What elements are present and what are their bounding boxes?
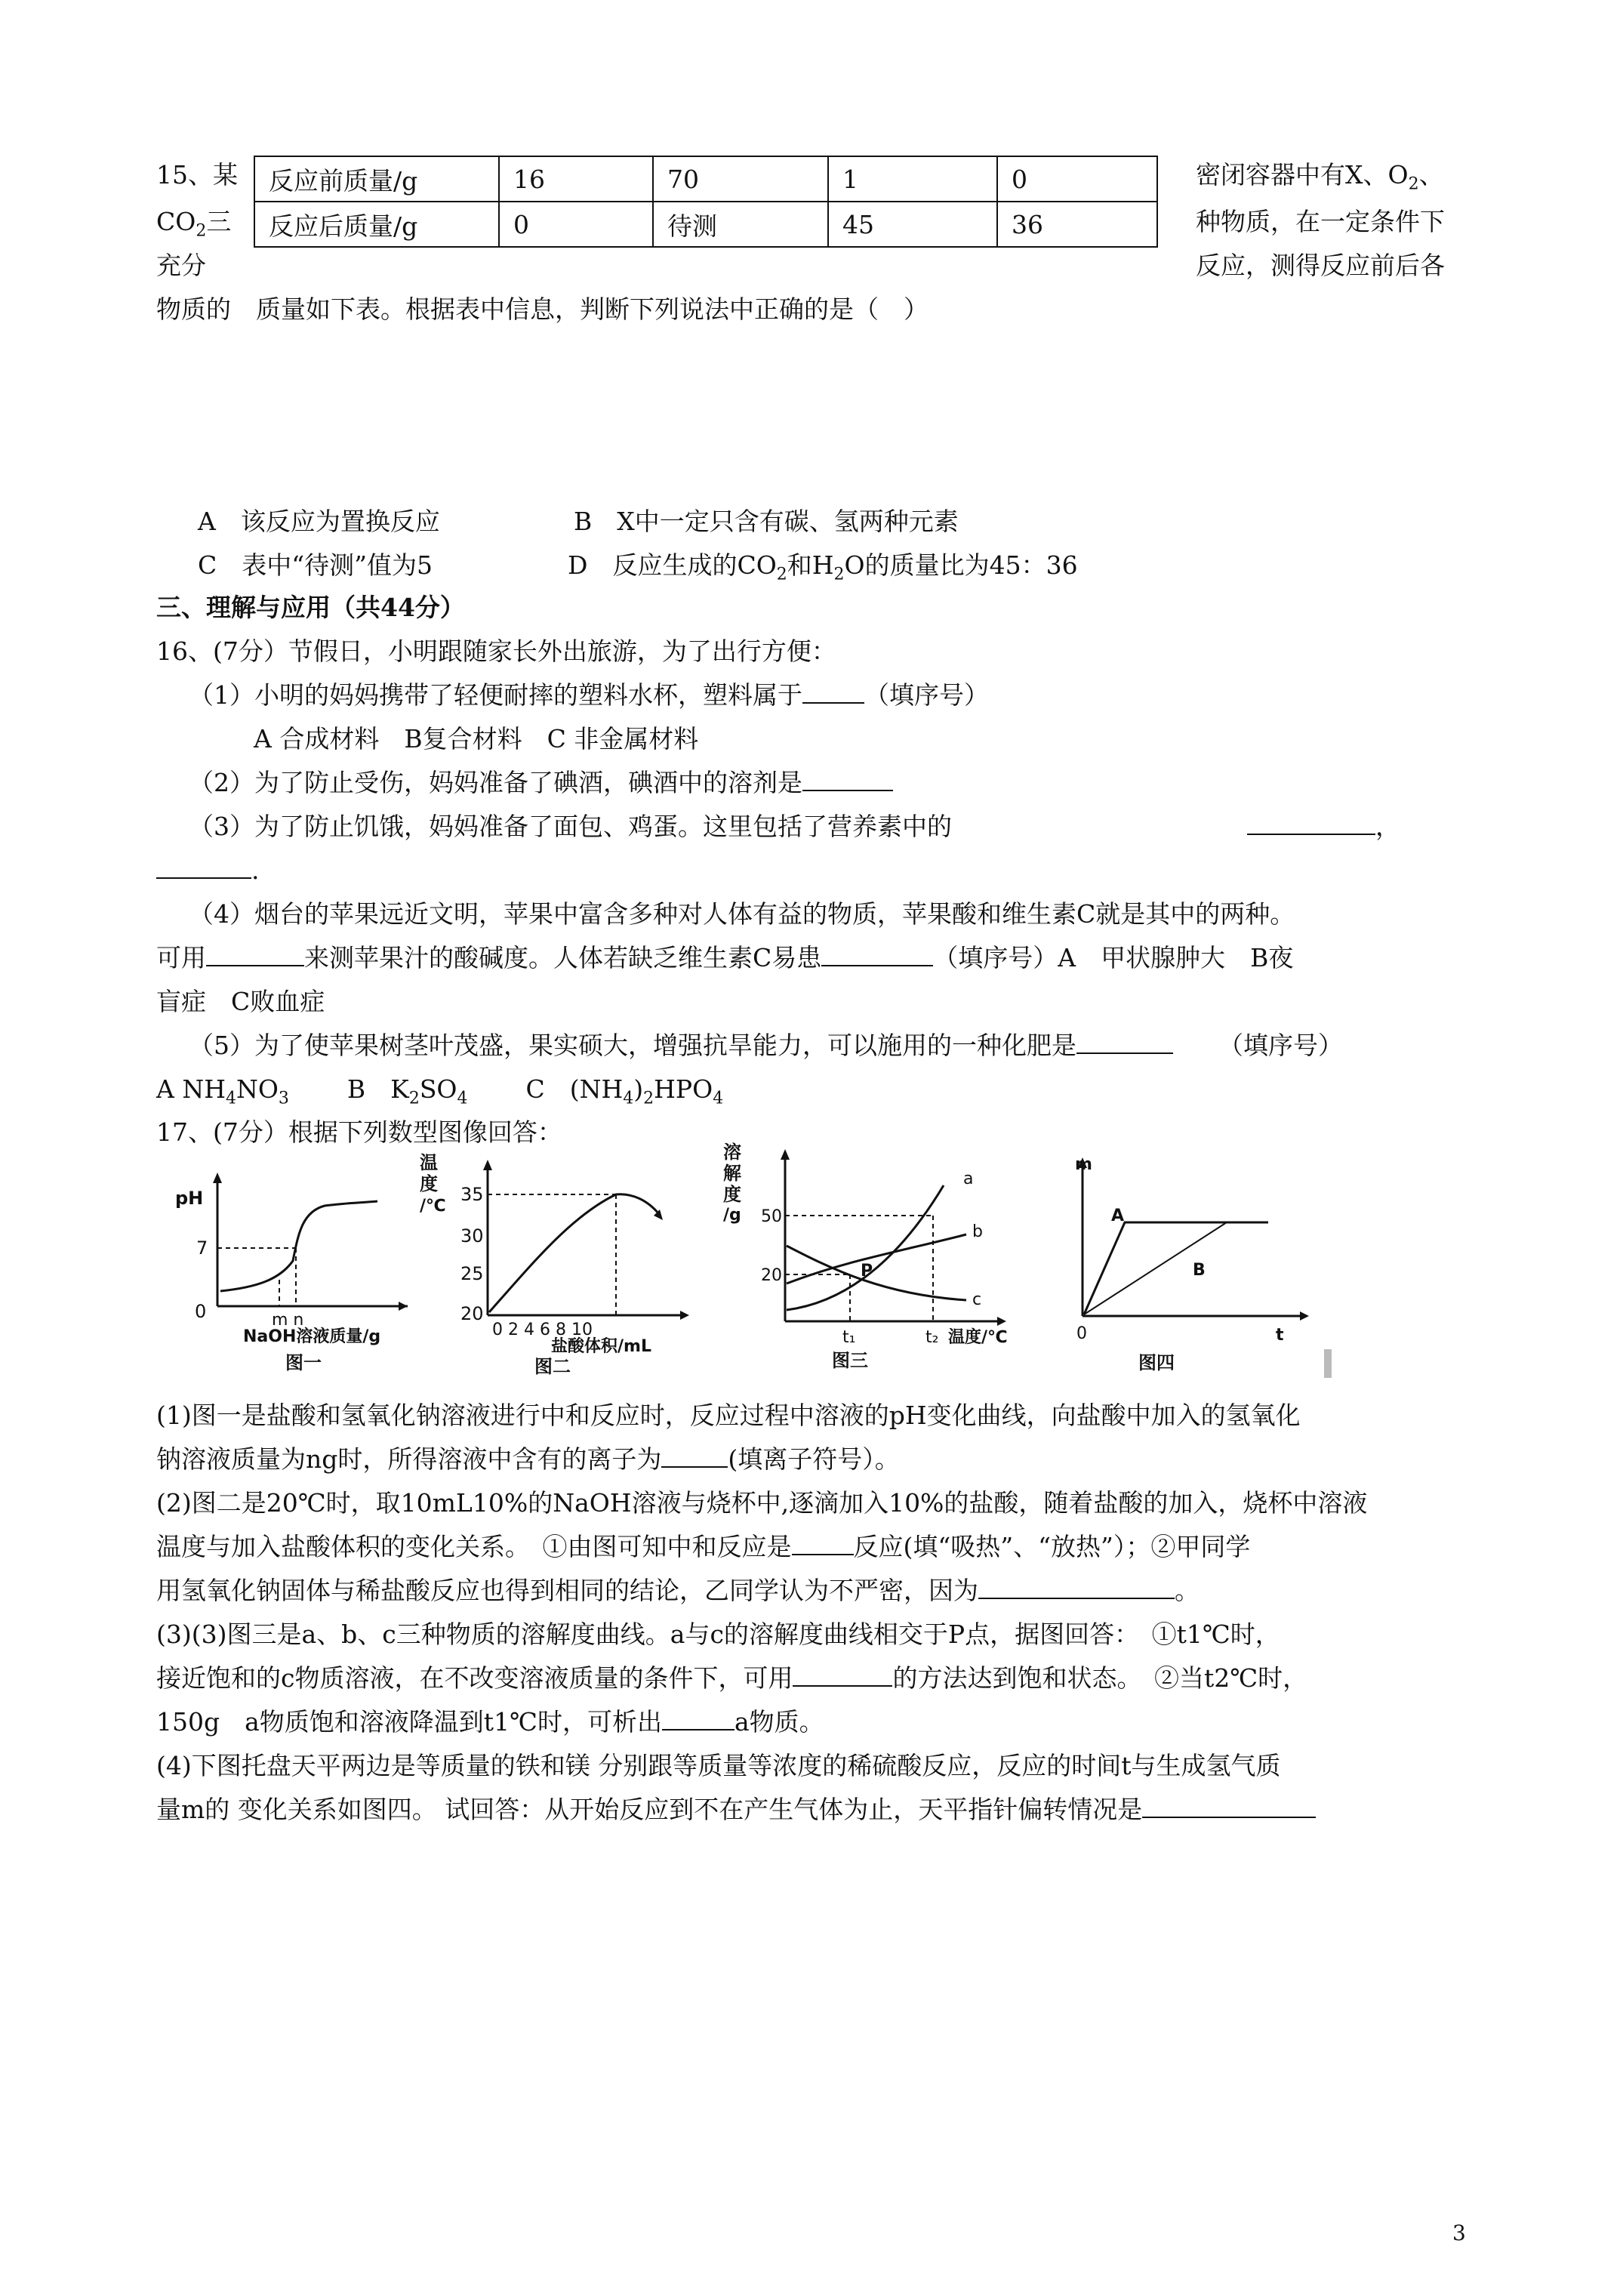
q16-part-4-line3: 盲症 C败血症 — [156, 987, 325, 1016]
table-row — [254, 202, 1157, 247]
fig4-caption: 图四 — [1138, 1352, 1175, 1373]
q16-part-3-blank: ， — [1247, 810, 1400, 843]
fig2-ytick-35: 35 — [460, 1184, 484, 1205]
section-title: 三、理解与应用（共44分） — [156, 593, 465, 622]
q16-part-1: （1）小明的妈妈携带了轻便耐摔的塑料水杯，塑料属于 （填序号） — [189, 680, 989, 710]
fig4-xlabel: t — [1276, 1326, 1284, 1345]
q17-part-2-line3: 用氢氧化钠固体与稀盐酸反应也得到相同的结论，乙同学认为不严密，因为 。 — [156, 1576, 1200, 1605]
q15-prefix-3: 充分 — [156, 251, 206, 280]
q15-option-c: C 表中“待测”值为5 — [198, 550, 433, 580]
q16-part-4-line1: （4）烟台的苹果远近文明，苹果中富含多种对人体有益的物质，苹果酸和维生素C就是其中的两种。 — [189, 899, 1295, 929]
fig3-ylabel-2: 解 — [723, 1163, 741, 1184]
table-cell: 0 — [997, 156, 1157, 202]
table-cell: 待测 — [653, 202, 828, 247]
fig3-ytick-20: 20 — [761, 1266, 782, 1285]
fig4-line-a: A — [1111, 1207, 1125, 1225]
q16-part-3-blank-2: . — [156, 854, 260, 887]
q15-right-1: 密闭容器中有X、$O_2$、 — [1196, 160, 1444, 194]
fig2-ylabel-3: /℃ — [420, 1197, 446, 1216]
table-cell: 反应后质量/g — [254, 202, 499, 247]
q16-part-1-options: A 合成材料 B复合材料 C 非金属材料 — [254, 724, 699, 754]
q17-part-3-line1: (3)(3)图三是a、b、c三种物质的溶解度曲线。a与c的溶解度曲线相交于P点，据图回答： ①t1℃时， — [156, 1620, 1280, 1649]
q17-part-2-line2: 温度与加入盐酸体积的变化关系。 ①由图可知中和反应是 反应(填“吸热”、“放热”）；②甲同学 — [156, 1532, 1251, 1561]
fig2-ytick-20: 20 — [460, 1303, 484, 1324]
table-cell: 1 — [828, 156, 997, 202]
fig2-ylabel-2: 度 — [420, 1173, 438, 1194]
q15-prefix-1: 15、某 — [156, 160, 238, 190]
q15-mass-table — [254, 156, 1158, 248]
figure-4-mass-time-graph — [1049, 1151, 1344, 1385]
fig2-xlabel: 盐酸体积/mL — [551, 1337, 651, 1356]
q15-option-b: B X中一定只含有碳、氢两种元素 — [574, 507, 959, 536]
fig3-ylabel-4: /g — [723, 1206, 741, 1225]
figure-3-solubility-curves — [717, 1140, 1034, 1382]
fig1-xlabel: NaOH溶液质量/g — [243, 1327, 381, 1346]
q17-part-3-line3: 150g a物质饱和溶液降温到t1℃时，可析出 a物质。 — [156, 1707, 824, 1737]
q17-stem: 17、(7分）根据下列数型图像回答： — [156, 1117, 562, 1147]
q17-part-4-line2: 量m的 变化关系如图四。 试回答：从开始反应到不在产生气体为止，天平指针偏转情况是 — [156, 1793, 1316, 1826]
fig4-line-b: B — [1193, 1261, 1206, 1280]
figure-2-temperature-curve — [414, 1148, 693, 1382]
fig4-origin: 0 — [1076, 1324, 1087, 1343]
q16-part-4-line2: 可用 来测苹果汁的酸碱度。人体若缺乏维生素C易患 （填序号）A 甲状腺肿大 B夜 — [156, 943, 1294, 972]
q17-part-1-line2: 钠溶液质量为ng时，所得溶液中含有的离子为 (填离子符号）。 — [156, 1444, 900, 1474]
fig3-t1: t₁ — [842, 1328, 856, 1347]
q16-part-5-options: A $NH_4NO_3$ B $K_2SO_4$ C $(NH_4)_2HPO_4$ — [156, 1074, 724, 1108]
fig3-curve-b: b — [972, 1222, 983, 1241]
fig3-t2: t₂ — [925, 1328, 939, 1347]
q17-part-3-line2: 接近饱和的c物质溶液，在不改变溶液质量的条件下，可用 的方法达到饱和状态。 ②当t2℃时， — [156, 1663, 1308, 1693]
fig3-ytick-50: 50 — [761, 1207, 782, 1226]
q16-part-2: （2）为了防止受伤，妈妈准备了碘酒，碘酒中的溶剂是 — [189, 766, 893, 800]
fig2-ticks-x: 0 2 4 6 8 10 — [492, 1321, 593, 1339]
fig3-ylabel-1: 溶 — [723, 1142, 741, 1163]
fig2-ylabel-1: 温 — [420, 1152, 438, 1173]
q16-stem: 16、(7分）节假日，小明跟随家长外出旅游，为了出行方便： — [156, 636, 836, 666]
q16-part-5: （5）为了使苹果树茎叶茂盛，果实硕大，增强抗旱能力，可以施用的一种化肥是 （填序号） — [189, 1031, 1343, 1060]
fig2-ytick-30: 30 — [460, 1225, 484, 1247]
fig3-point-p: P — [861, 1262, 873, 1281]
q17-part-4-line1: (4)下图托盘天平两边是等质量的铁和镁 分别跟等质量等浓度的稀硫酸反应，反应的时间t与生成氢气质 — [156, 1751, 1281, 1780]
table-row — [254, 156, 1157, 202]
table-cell: 16 — [499, 156, 653, 202]
page-number: 3 — [1452, 2220, 1466, 2245]
fig3-ylabel-3: 度 — [723, 1184, 741, 1205]
table-cell: 45 — [828, 202, 997, 247]
q15-right-3: 反应，测得反应前后各 — [1196, 251, 1445, 280]
fig3-curve-c: c — [972, 1290, 982, 1309]
fig2-caption: 图二 — [534, 1356, 571, 1377]
table-cell: 70 — [653, 156, 828, 202]
table-cell: 36 — [997, 202, 1157, 247]
q15-prefix-2: $CO_2$三 — [156, 207, 232, 241]
q16-part-3: （3）为了防止饥饿，妈妈准备了面包、鸡蛋。这里包括了营养素中的 — [189, 812, 952, 841]
fig1-ticks-x: m n — [272, 1311, 304, 1330]
q15-option-d: D 反应生成的$CO_2$和$H_2O$的质量比为45：36 — [568, 550, 1078, 584]
fig2-ytick-25: 25 — [460, 1263, 484, 1284]
q15-stem-line: 物质的 质量如下表。根据表中信息，判断下列说法中正确的是（ ） — [156, 294, 929, 324]
fig3-xlabel: 温度/℃ — [948, 1328, 1008, 1347]
fig1-ylabel: pH — [175, 1188, 204, 1209]
table-cell: 反应前质量/g — [254, 156, 499, 202]
q15-right-2: 种物质，在一定条件下 — [1196, 207, 1445, 236]
q15-option-a: A 该反应为置换反应 — [198, 507, 440, 536]
fig4-ylabel: m — [1075, 1155, 1092, 1174]
figure-1-ph-curve — [159, 1166, 415, 1385]
q17-part-1-line1: (1)图一是盐酸和氢氧化钠溶液进行中和反应时，反应过程中溶液的pH变化曲线，向盐酸中加入的氢氧化 — [156, 1401, 1301, 1430]
table-cell: 0 — [499, 202, 653, 247]
fig3-curve-a: a — [963, 1170, 974, 1188]
fig3-caption: 图三 — [832, 1350, 868, 1371]
fig1-caption: 图一 — [285, 1352, 322, 1373]
q17-part-2-line1: (2)图二是20℃时，取10mL10%的NaOH溶液与烧杯中,逐滴加入10%的盐酸，随着盐酸的加入，烧杯中溶液 — [156, 1488, 1368, 1518]
fig1-origin: 0 — [195, 1301, 207, 1322]
fig1-tick-7: 7 — [196, 1237, 208, 1259]
